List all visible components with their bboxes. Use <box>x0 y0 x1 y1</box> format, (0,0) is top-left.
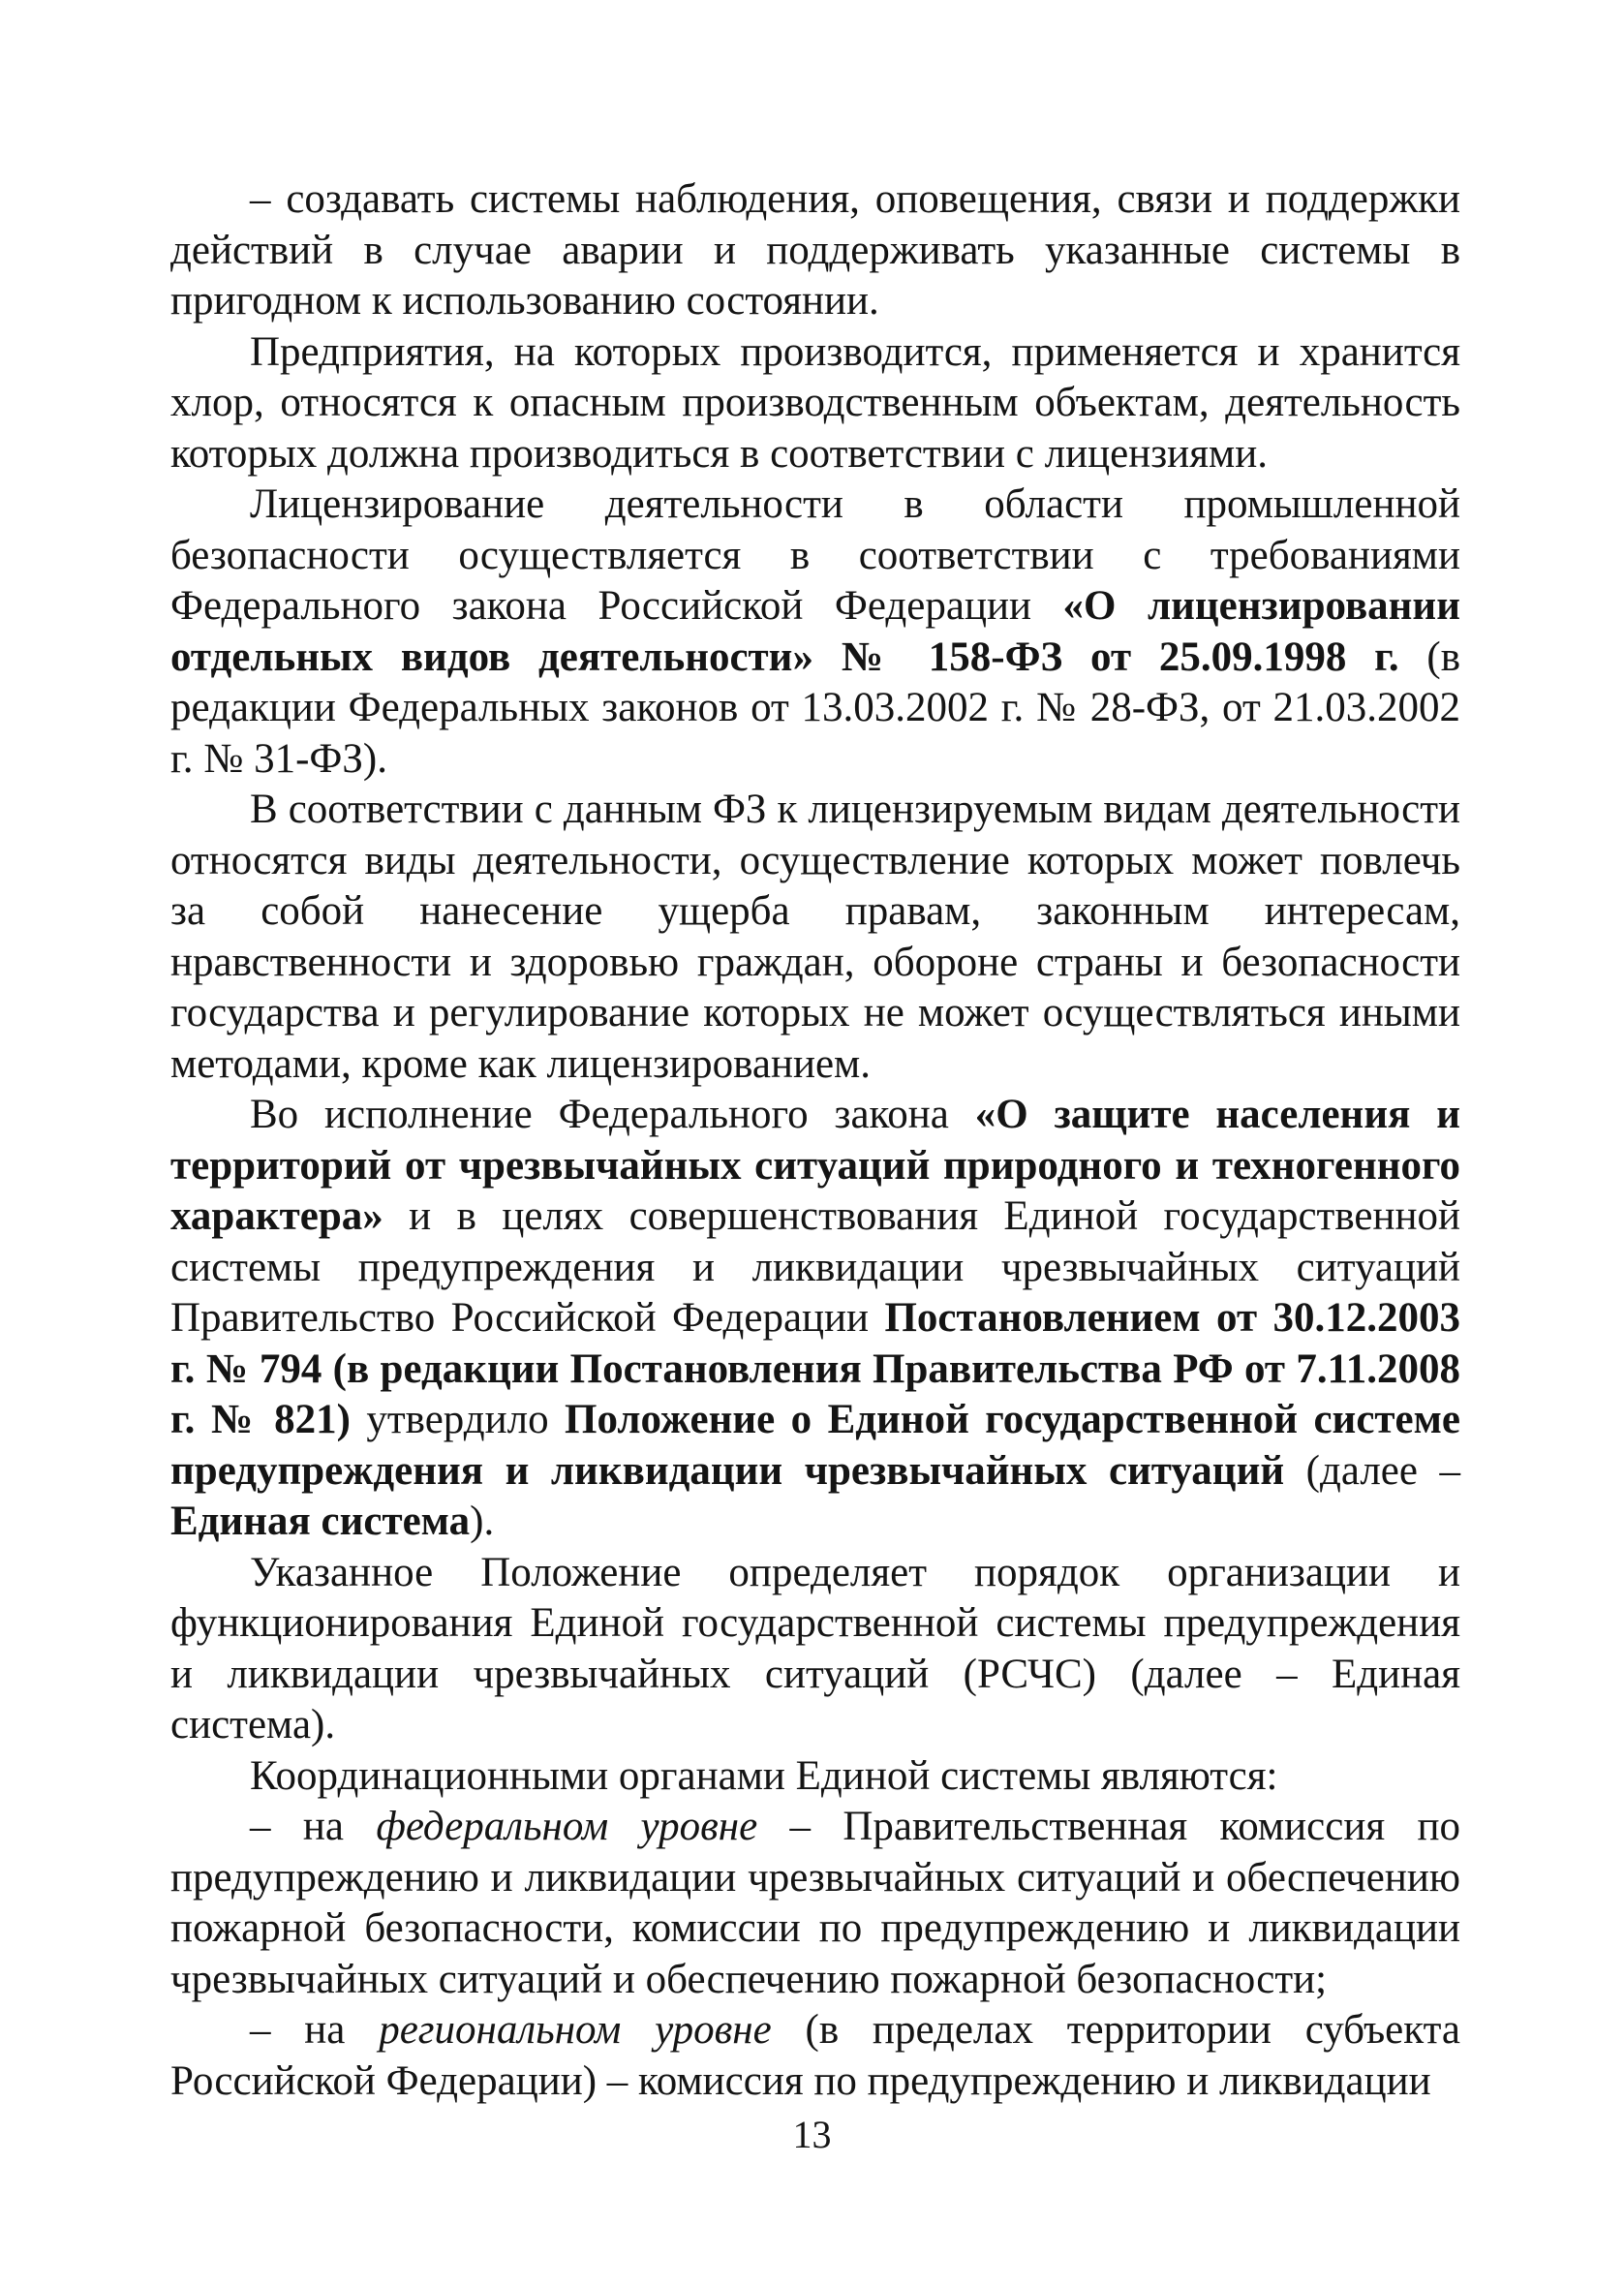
paragraph-licensed-activities <box>170 785 1460 1090</box>
law-title-bold: «О лицензировании отдельных видов деятельности» № 158-ФЗ от 25.09.1998 г. <box>170 583 1460 680</box>
text-run: (в редакции Федеральных законов от 13.03.2002 г. № 28-ФЗ, от 21.03.2002 г. № 31-ФЗ). <box>170 634 1460 782</box>
paragraph-regional-level <box>170 2005 1460 2107</box>
text-run: и в целях совершенствования Единой государственной системы предупреждения и ликвидации чрезвычайных ситуаций Правительство Российской Федерации <box>170 1193 1460 1341</box>
level-term-italic: региональном уровне <box>379 2007 772 2053</box>
law-title-bold: «О защите населения и территорий от чрезвычайных ситуаций природного и техногенного характера» <box>170 1092 1460 1239</box>
text-run: В соответствии с данным ФЗ к лицензируемым видам деятельности относятся виды деятельности, осуществление которых может повлечь за собой нанесение ущерба правам, законным интересам, нравственности и здоровью граждан, обороне страны и безопасности государства и регулирование которых не может осуществляться иными методами, кроме как лицензированием. <box>170 787 1460 1087</box>
text-run: – на <box>250 2007 380 2053</box>
page-number: 13 <box>792 2113 832 2156</box>
paragraph-regulation-scope <box>170 1548 1460 1751</box>
text-run: Предприятия, на которых производится, применяется и хранится хлор, относятся к опасным производственным объектам, деятельность которых должна производиться в соответствии с лицензиями. <box>170 328 1460 477</box>
paragraph-federal-level <box>170 1802 1460 2005</box>
regulation-title-bold: Положение о Единой государственной системе предупреждения и ликвидации чрезвычайных ситуаций <box>170 1397 1460 1494</box>
text-run: Во исполнение Федерального закона <box>250 1092 975 1137</box>
text-run: ). <box>470 1499 495 1544</box>
paragraph-licensing-law <box>170 479 1460 785</box>
text-run: утвердило <box>350 1397 565 1442</box>
decree-reference-bold: Постановлением от 30.12.2003 г. № 794 (в редакции Постановления Правительства РФ от 7.11.2008 г. № 821) <box>170 1295 1460 1442</box>
paragraph-chlorine-enterprises <box>170 327 1460 480</box>
paragraph-emergency-law <box>170 1090 1460 1548</box>
text-run: (в пределах территории субъекта Российской Федерации) – комиссия по предупреждению и ликвидации <box>170 2007 1460 2104</box>
unified-system-bold: Единая система <box>170 1499 471 1544</box>
page-text <box>170 174 1460 2107</box>
text-run: (далее – <box>1284 1447 1460 1494</box>
text-run: – Правительственная комиссия по предупреждению и ликвидации чрезвычайных ситуаций и обеспечению пожарной безопасности, комиссии по предупреждению и ликвидации чрезвычайных ситуаций и обеспечению пожарной безопасности; <box>170 1804 1460 2002</box>
text-run: – создавать системы наблюдения, оповещения, связи и поддержки действий в случае аварии и поддерживать указанные системы в пригодном к использованию состоянии. <box>170 176 1460 324</box>
text-run: Указанное Положение определяет порядок организации и функционирования Единой государственной системы предупреждения и ликвидации чрезвычайных ситуаций (РСЧС) (далее – Единая система). <box>170 1549 1460 1747</box>
text-run: Координационными органами Единой системы являются: <box>250 1752 1278 1799</box>
text-run: Лицензирование деятельности в области промышленной безопасности осуществляется в соответствии с требованиями Федерального закона Российской Федерации <box>170 481 1460 629</box>
paragraph-coordination-bodies <box>170 1751 1460 1803</box>
paragraph-monitoring-systems <box>170 174 1460 327</box>
level-term-italic: федеральном уровне <box>376 1804 758 1849</box>
text-run: – на <box>250 1804 377 1849</box>
